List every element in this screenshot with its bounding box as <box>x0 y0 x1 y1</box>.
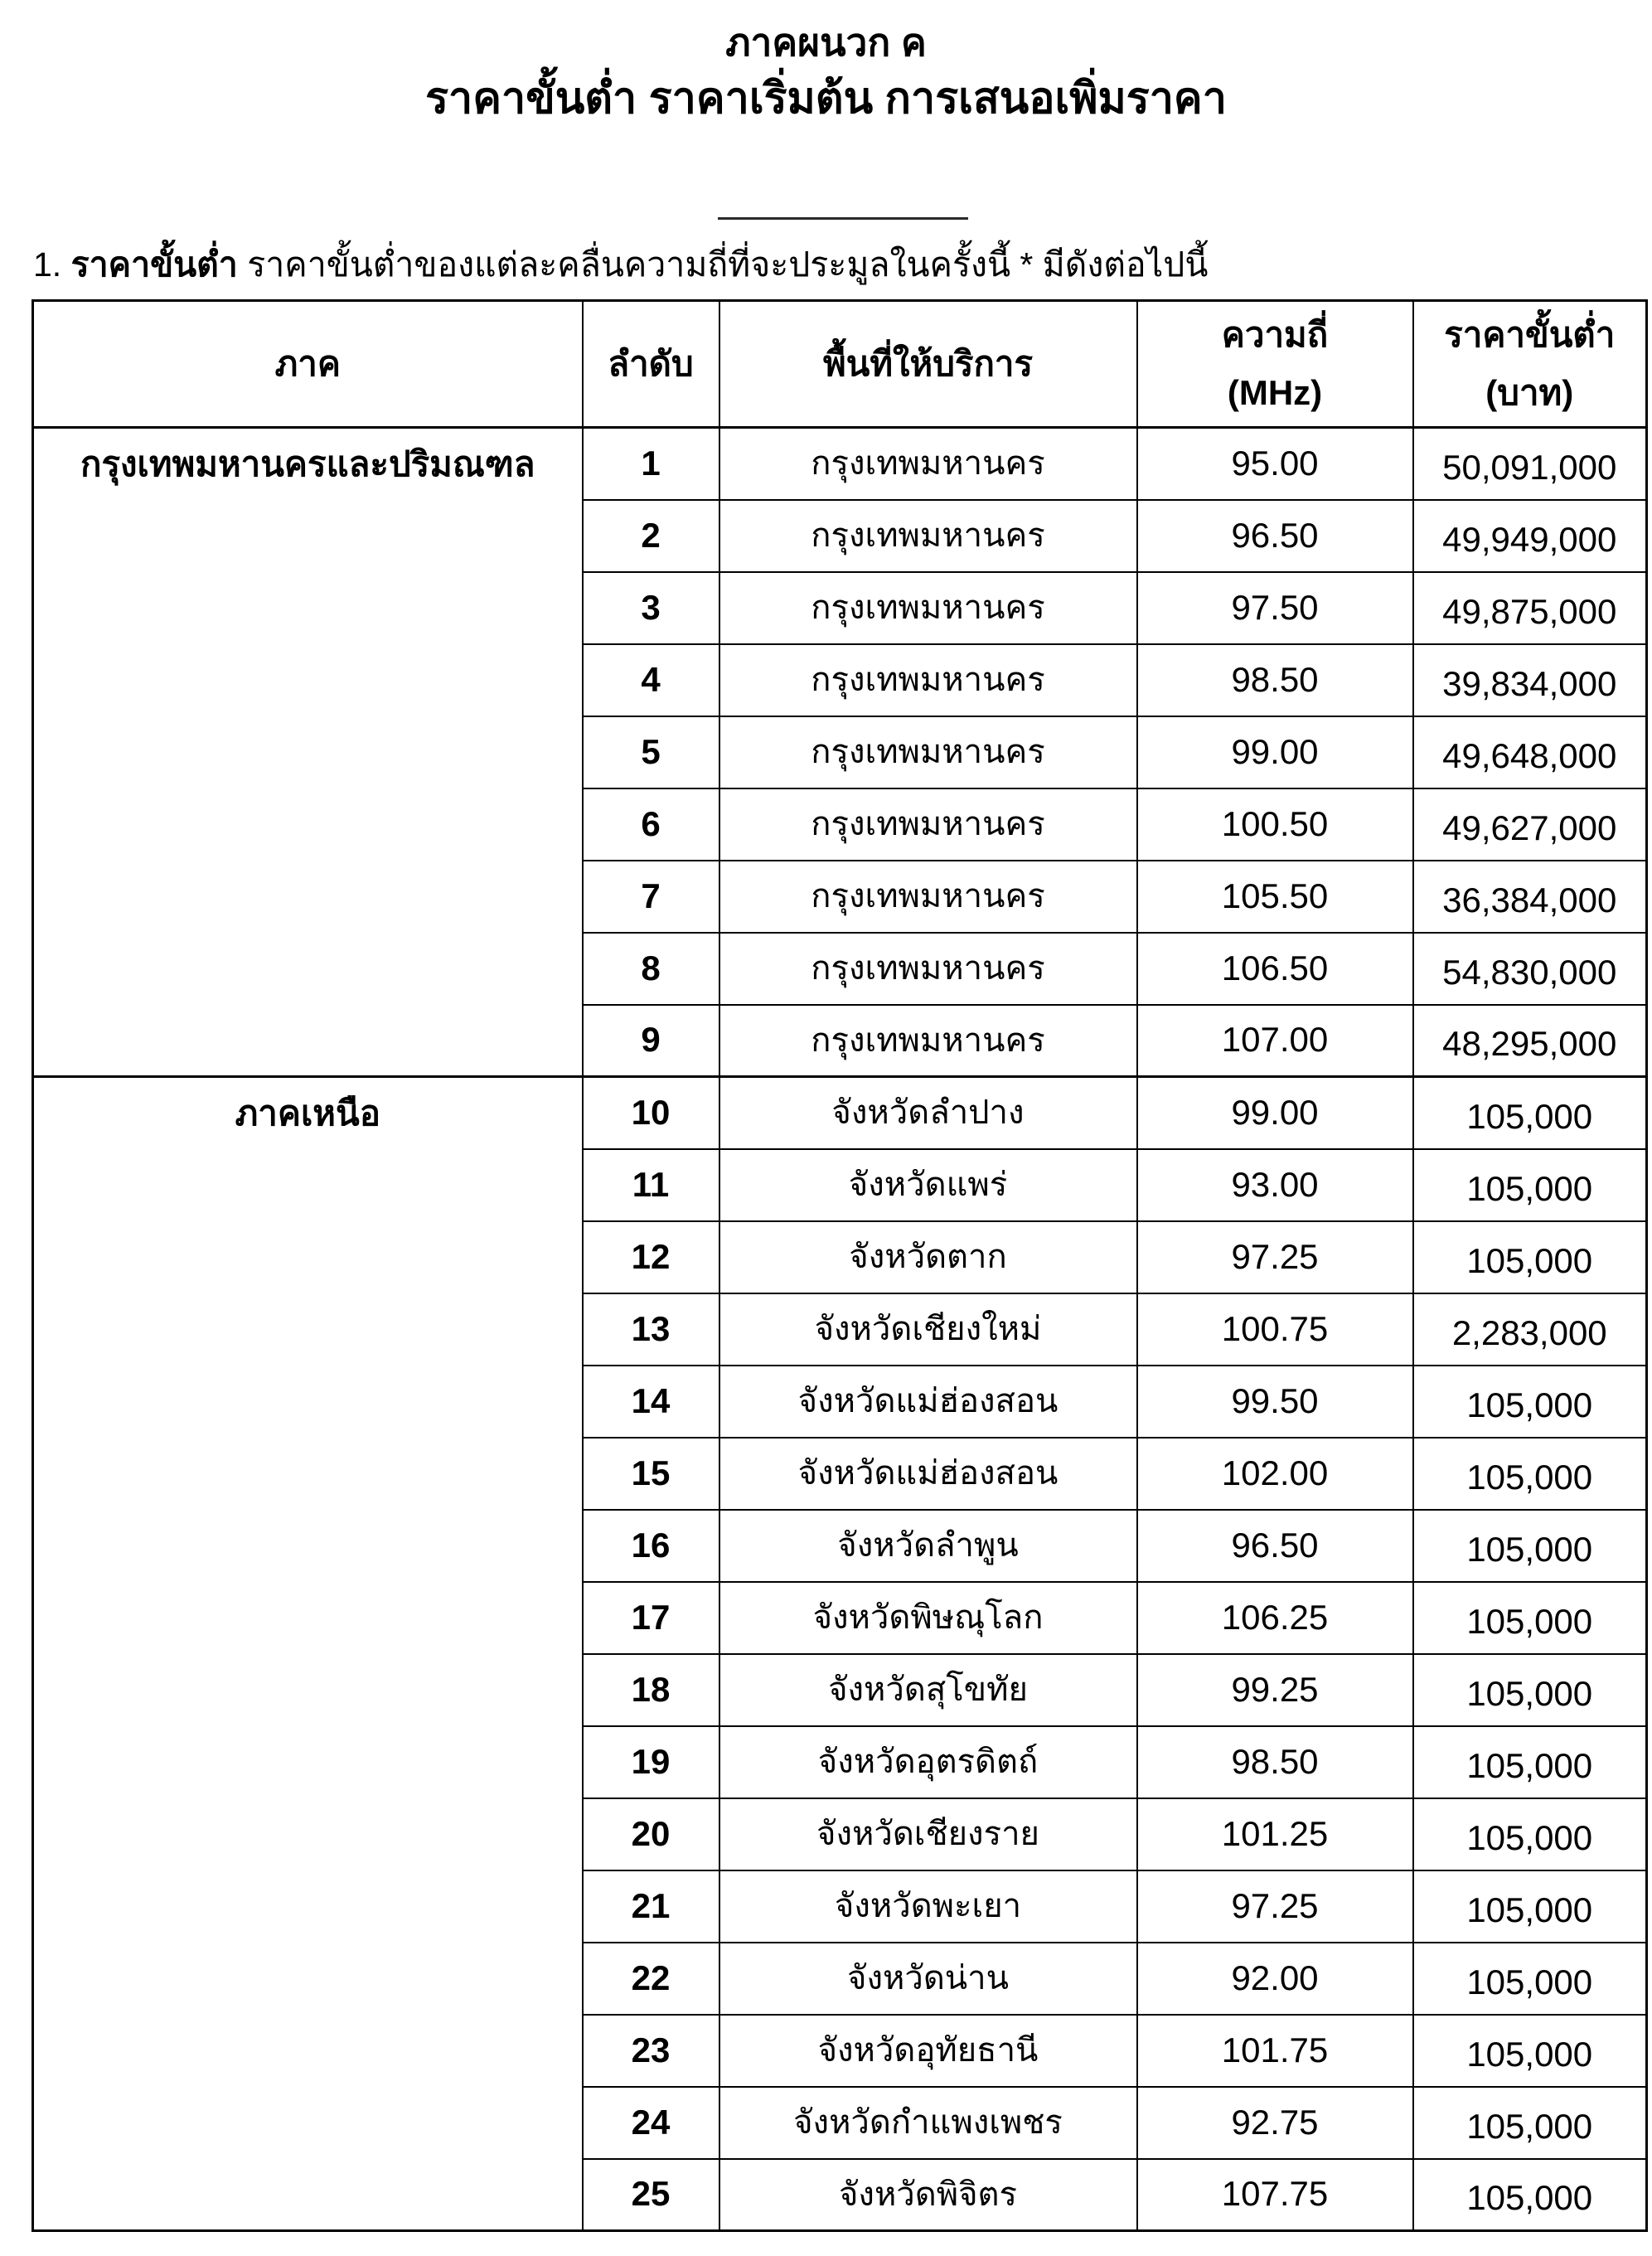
cell-area: จังหวัดแพร่ <box>719 1149 1137 1221</box>
region-cell <box>33 1077 583 2231</box>
cell-freq: 97.50 <box>1137 572 1413 644</box>
cell-order: 1 <box>583 428 719 500</box>
cell-freq: 99.00 <box>1137 716 1413 788</box>
cell-freq: 97.25 <box>1137 1221 1413 1293</box>
cell-area: กรุงเทพมหานคร <box>719 500 1137 572</box>
region-label: ภาคเหนือ <box>235 1094 380 1133</box>
cell-order: 17 <box>583 1582 719 1654</box>
cell-freq: 102.00 <box>1137 1438 1413 1510</box>
cell-order: 21 <box>583 1870 719 1943</box>
cell-freq: 96.50 <box>1137 500 1413 572</box>
cell-order: 7 <box>583 861 719 933</box>
cell-price: 48,295,000 <box>1413 1005 1647 1077</box>
header-order-label: ลำดับ <box>608 344 694 383</box>
intro-term: ราคาขั้นต่ำ <box>70 245 238 284</box>
cell-area: กรุงเทพมหานคร <box>719 644 1137 716</box>
intro-text: ราคาขั้นต่ำของแต่ละคลื่นความถี่ที่จะประมูลในครั้งนี้ * มีดังต่อไปนี้ <box>247 245 1209 284</box>
cell-freq: 92.75 <box>1137 2087 1413 2159</box>
cell-price: 49,875,000 <box>1413 572 1647 644</box>
cell-area: จังหวัดพะเยา <box>719 1870 1137 1943</box>
cell-price: 105,000 <box>1413 1870 1647 1943</box>
cell-freq: 97.25 <box>1137 1870 1413 1943</box>
cell-order: 19 <box>583 1726 719 1798</box>
cell-freq: 100.75 <box>1137 1293 1413 1366</box>
table-body <box>33 428 1647 2231</box>
cell-order: 8 <box>583 933 719 1005</box>
cell-order: 13 <box>583 1293 719 1366</box>
cell-order: 4 <box>583 644 719 716</box>
cell-price: 105,000 <box>1413 1798 1647 1870</box>
cell-area: จังหวัดลำปาง <box>719 1077 1137 1149</box>
cell-order: 11 <box>583 1149 719 1221</box>
cell-area: จังหวัดสุโขทัย <box>719 1654 1137 1726</box>
header-area <box>719 301 1137 428</box>
header-min-price-line2: (บาท) <box>1485 373 1574 412</box>
header-frequency-line1: ความถี่ <box>1221 315 1329 354</box>
cell-price: 54,830,000 <box>1413 933 1647 1005</box>
cell-order: 9 <box>583 1005 719 1077</box>
header-region-label: ภาค <box>274 344 341 383</box>
page-title: ราคาขั้นต่ำ ราคาเริ่มต้น การเสนอเพิ่มราคา <box>425 75 1227 123</box>
cell-price: 105,000 <box>1413 1654 1647 1726</box>
cell-order: 3 <box>583 572 719 644</box>
cell-price: 105,000 <box>1413 1943 1647 2015</box>
cell-order: 6 <box>583 788 719 861</box>
cell-area: จังหวัดเชียงใหม่ <box>719 1293 1137 1366</box>
cell-freq: 107.75 <box>1137 2159 1413 2231</box>
cell-area: กรุงเทพมหานคร <box>719 428 1137 500</box>
cell-area: จังหวัดกำแพงเพชร <box>719 2087 1137 2159</box>
cell-price: 105,000 <box>1413 2015 1647 2087</box>
cell-area: กรุงเทพมหานคร <box>719 1005 1137 1077</box>
appendix-title: ภาคผนวก ค <box>725 21 927 64</box>
cell-area: กรุงเทพมหานคร <box>719 861 1137 933</box>
cell-freq: 99.50 <box>1137 1366 1413 1438</box>
table-row <box>33 428 1647 500</box>
cell-price: 105,000 <box>1413 1510 1647 1582</box>
cell-order: 25 <box>583 2159 719 2231</box>
cell-area: จังหวัดแม่ฮ่องสอน <box>719 1438 1137 1510</box>
header-area-label: พื้นที่ให้บริการ <box>822 344 1034 383</box>
cell-price: 105,000 <box>1413 1726 1647 1798</box>
table-row <box>33 1077 1647 1149</box>
cell-price: 105,000 <box>1413 2159 1647 2231</box>
cell-order: 16 <box>583 1510 719 1582</box>
intro-paragraph <box>33 241 1652 288</box>
cell-order: 2 <box>583 500 719 572</box>
cell-freq: 98.50 <box>1137 644 1413 716</box>
cell-price: 105,000 <box>1413 1438 1647 1510</box>
header-frequency <box>1137 301 1413 428</box>
cell-freq: 100.50 <box>1137 788 1413 861</box>
cell-area: กรุงเทพมหานคร <box>719 788 1137 861</box>
cell-freq: 105.50 <box>1137 861 1413 933</box>
cell-price: 49,627,000 <box>1413 788 1647 861</box>
cell-freq: 99.00 <box>1137 1077 1413 1149</box>
title-divider <box>718 217 968 220</box>
cell-area: กรุงเทพมหานคร <box>719 572 1137 644</box>
cell-price: 36,384,000 <box>1413 861 1647 933</box>
cell-area: จังหวัดเชียงราย <box>719 1798 1137 1870</box>
cell-area: จังหวัดพิษณุโลก <box>719 1582 1137 1654</box>
cell-area: จังหวัดน่าน <box>719 1943 1137 2015</box>
cell-price: 105,000 <box>1413 1366 1647 1438</box>
header-region <box>33 301 583 428</box>
cell-freq: 106.50 <box>1137 933 1413 1005</box>
header-min-price <box>1413 301 1647 428</box>
cell-area: จังหวัดแม่ฮ่องสอน <box>719 1366 1137 1438</box>
header-frequency-line2: (MHz) <box>1227 373 1323 412</box>
cell-freq: 106.25 <box>1137 1582 1413 1654</box>
cell-order: 10 <box>583 1077 719 1149</box>
cell-price: 50,091,000 <box>1413 428 1647 500</box>
cell-order: 5 <box>583 716 719 788</box>
cell-order: 22 <box>583 1943 719 2015</box>
cell-order: 12 <box>583 1221 719 1293</box>
cell-order: 18 <box>583 1654 719 1726</box>
cell-freq: 99.25 <box>1137 1654 1413 1726</box>
cell-area: จังหวัดลำพูน <box>719 1510 1137 1582</box>
cell-area: กรุงเทพมหานคร <box>719 716 1137 788</box>
cell-order: 20 <box>583 1798 719 1870</box>
cell-price: 105,000 <box>1413 1077 1647 1149</box>
region-label: กรุงเทพมหานครและปริมณฑล <box>80 444 535 484</box>
cell-order: 23 <box>583 2015 719 2087</box>
table-header-row <box>33 301 1647 428</box>
cell-price: 49,949,000 <box>1413 500 1647 572</box>
cell-freq: 107.00 <box>1137 1005 1413 1077</box>
cell-price: 105,000 <box>1413 2087 1647 2159</box>
cell-freq: 101.75 <box>1137 2015 1413 2087</box>
cell-price: 105,000 <box>1413 1582 1647 1654</box>
cell-freq: 98.50 <box>1137 1726 1413 1798</box>
intro-number: 1. <box>33 245 62 284</box>
minimum-price-table <box>31 299 1648 2232</box>
header-min-price-line1: ราคาขั้นต่ำ <box>1444 315 1616 354</box>
cell-freq: 96.50 <box>1137 1510 1413 1582</box>
cell-freq: 93.00 <box>1137 1149 1413 1221</box>
cell-price: 105,000 <box>1413 1149 1647 1221</box>
cell-area: กรุงเทพมหานคร <box>719 933 1137 1005</box>
cell-area: จังหวัดอุทัยธานี <box>719 2015 1137 2087</box>
cell-area: จังหวัดตาก <box>719 1221 1137 1293</box>
cell-area: จังหวัดพิจิตร <box>719 2159 1137 2231</box>
cell-area: จังหวัดอุตรดิตถ์ <box>719 1726 1137 1798</box>
cell-price: 2,283,000 <box>1413 1293 1647 1366</box>
header-order <box>583 301 719 428</box>
cell-freq: 92.00 <box>1137 1943 1413 2015</box>
cell-order: 14 <box>583 1366 719 1438</box>
region-cell <box>33 428 583 1077</box>
cell-order: 15 <box>583 1438 719 1510</box>
cell-price: 49,648,000 <box>1413 716 1647 788</box>
cell-freq: 95.00 <box>1137 428 1413 500</box>
cell-freq: 101.25 <box>1137 1798 1413 1870</box>
cell-order: 24 <box>583 2087 719 2159</box>
cell-price: 39,834,000 <box>1413 644 1647 716</box>
cell-price: 105,000 <box>1413 1221 1647 1293</box>
